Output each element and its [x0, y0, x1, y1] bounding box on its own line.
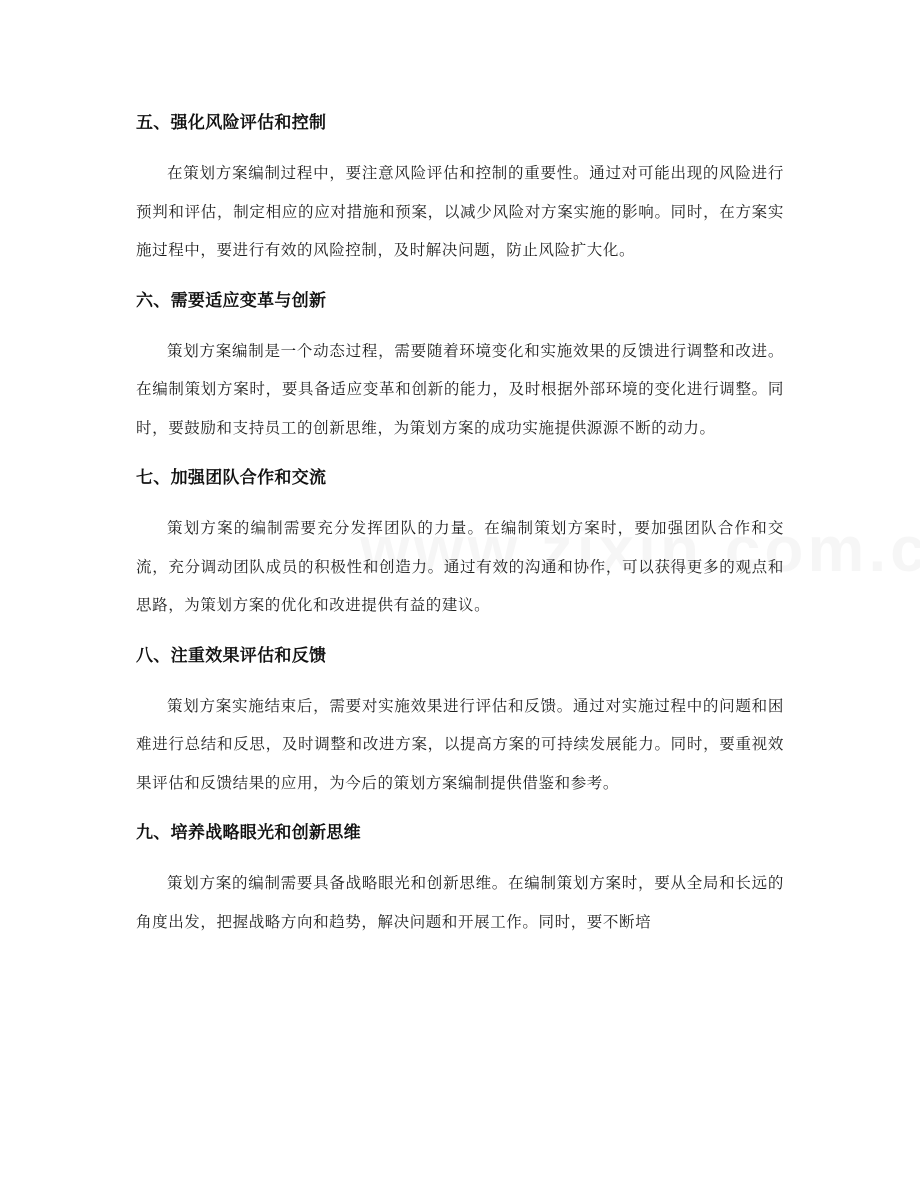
section-heading: 六、需要适应变革与创新 — [136, 290, 327, 311]
section-heading: 九、培养战略眼光和创新思维 — [136, 823, 361, 843]
section-6 — [136, 282, 784, 448]
section-paragraph: 策划方案的编制需要具备战略眼光和创新思维。在编制策划方案时，要从全局和长远的角度出发，把握战略方向和趋势，解决问题和开展工作。同时，要不断培 — [136, 874, 784, 931]
section-5 — [136, 104, 784, 270]
section-paragraph: 策划方案实施结束后，需要对实施效果进行评估和反馈。通过对实施过程中的问题和困难进行总结和反思，及时调整和改进方案，以提高方案的可持续发展能力。同时，要重视效果评估和反馈结果的应用，为今后的策划方案编制提供借鉴和参考。 — [136, 696, 784, 792]
section-paragraph: 策划方案的编制需要充分发挥团队的力量。在编制策划方案时，要加强团队合作和交流，充分调动团队成员的积极性和创造力。通过有效的沟通和协作，可以获得更多的观点和思路，为策划方案的优化和改进提供有益的建议。 — [136, 519, 784, 614]
section-heading: 五、强化风险评估和控制 — [136, 113, 327, 133]
document-content — [136, 104, 784, 953]
section-7 — [136, 459, 784, 625]
section-paragraph: 在策划方案编制过程中，要注意风险评估和控制的重要性。通过对可能出现的风险进行预判和评估，制定相应的应对措施和预案，以减少风险对方案实施的影响。同时，在方案实施过程中，要进行有效的风险控制，及时解决问题，防止风险扩大化。 — [136, 164, 784, 259]
section-9 — [136, 814, 784, 941]
section-heading: 七、加强团队合作和交流 — [136, 468, 327, 488]
section-8 — [136, 637, 784, 803]
section-heading: 八、注重效果评估和反馈 — [136, 645, 327, 666]
section-paragraph: 策划方案编制是一个动态过程，需要随着环境变化和实施效果的反馈进行调整和改进。在编制策划方案时，要具备适应变革和创新的能力，及时根据外部环境的变化进行调整。同时，要鼓励和支持员工的创新思维，为策划方案的成功实施提供源源不断的动力。 — [136, 341, 784, 437]
